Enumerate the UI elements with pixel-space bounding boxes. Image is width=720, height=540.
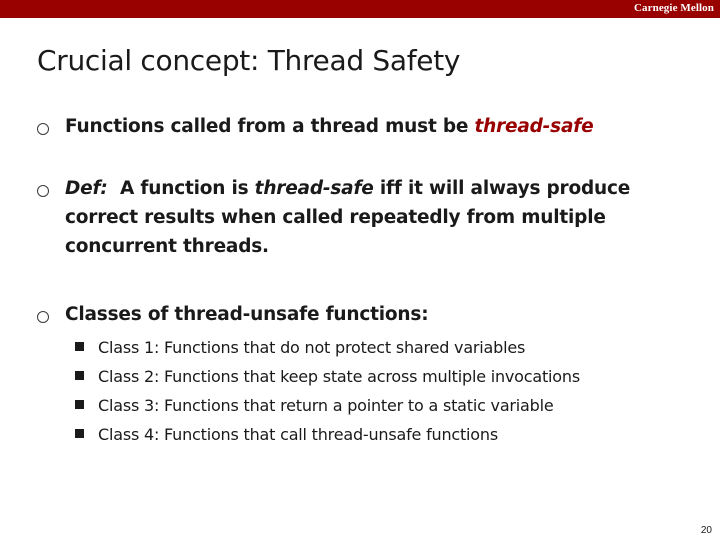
bullet-1-emphasis: thread-safe — [474, 116, 594, 137]
brand-label: Carnegie Mellon — [633, 2, 714, 14]
bullet-1-text: Functions called from a thread must be — [65, 116, 475, 137]
header-bar — [0, 0, 720, 18]
sub-item-text: Class 4: Functions that call thread-unsafe functions — [98, 425, 498, 444]
bullet-2 — [65, 174, 685, 261]
sub-item — [75, 362, 695, 391]
circle-bullet-icon — [37, 185, 49, 197]
square-bullet-icon — [75, 342, 84, 351]
bullet-3: Classes of thread-unsafe functions: — [65, 304, 429, 325]
circle-bullet-icon — [37, 123, 49, 135]
square-bullet-icon — [75, 400, 84, 409]
sub-item-text: Class 1: Functions that do not protect shared variables — [98, 338, 526, 357]
sub-item — [75, 333, 695, 362]
page-number: 20 — [700, 525, 712, 536]
bullet-2-def-label: Def: — [65, 178, 108, 199]
bullet-2-rest: iff it will always produce correct results when called repeatedly from multiple concurrent threads. — [65, 178, 631, 257]
sub-item-text: Class 3: Functions that return a pointer to a static variable — [98, 396, 554, 415]
bullet-2-term: thread-safe — [254, 178, 374, 199]
sub-item — [75, 420, 695, 449]
bullet-1 — [65, 112, 685, 141]
square-bullet-icon — [75, 429, 84, 438]
bullet-2-middle: A function is — [107, 178, 255, 199]
square-bullet-icon — [75, 371, 84, 380]
slide-title: Crucial concept: Thread Safety — [37, 44, 461, 77]
circle-bullet-icon — [37, 311, 49, 323]
sub-item-text: Class 2: Functions that keep state across multiple invocations — [98, 367, 580, 386]
sub-item — [75, 391, 695, 420]
